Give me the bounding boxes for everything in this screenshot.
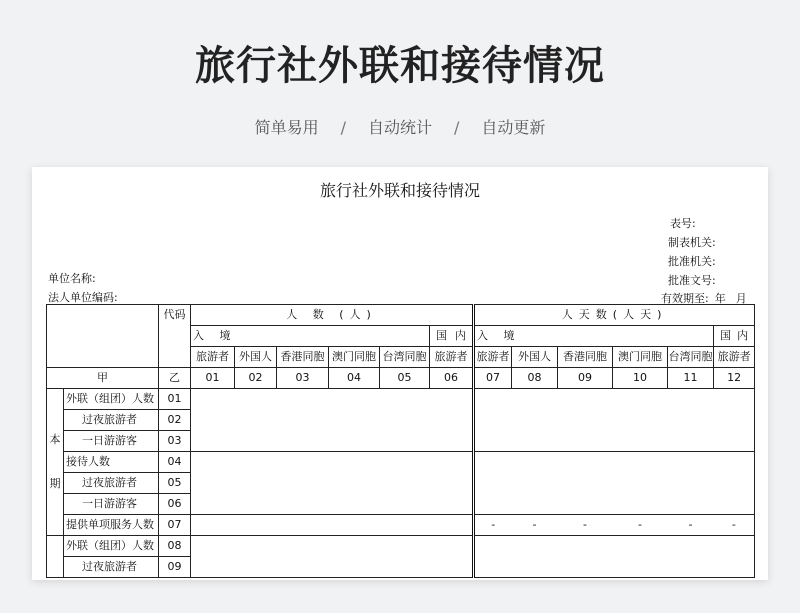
col-code: 02 <box>235 368 277 389</box>
header-row-1 <box>47 305 755 326</box>
code-row <box>47 368 755 389</box>
sub-col-08: 外国人 <box>512 347 558 368</box>
row-code: 02 <box>159 410 191 431</box>
sub-col-04: 澳门同胞 <box>329 347 380 368</box>
code-row-jia: 甲 <box>47 368 159 389</box>
meta-unit-name: 单位名称: <box>48 272 96 285</box>
header-entry-persons: 入 境 <box>191 326 430 347</box>
page-hero-title: 旅行社外联和接待情况 <box>195 43 605 89</box>
header-corner <box>47 305 159 368</box>
sub-col-09: 香港同胞 <box>558 347 613 368</box>
row-code: 06 <box>159 494 191 515</box>
header-persons: 人 数 (人) <box>191 305 474 326</box>
col-code: 09 <box>558 368 613 389</box>
data-block-persons[interactable] <box>191 452 474 515</box>
meta-form-number: 表号: <box>670 217 696 230</box>
col-code: 05 <box>380 368 430 389</box>
col-code: 01 <box>191 368 235 389</box>
validity-month: 月 <box>735 292 747 305</box>
col-code: 04 <box>329 368 380 389</box>
row-label: 一日游游客 <box>64 431 159 452</box>
header-domestic-persons: 国 内 <box>430 326 474 347</box>
row-code: 07 <box>159 515 191 536</box>
col-code: 08 <box>512 368 558 389</box>
row-code: 05 <box>159 473 191 494</box>
data-block-days[interactable] <box>474 389 755 452</box>
col-code: 10 <box>613 368 668 389</box>
data-block-persons[interactable] <box>191 389 474 452</box>
form-sheet <box>32 167 768 580</box>
data-block-persons[interactable] <box>191 515 474 536</box>
row-code: 03 <box>159 431 191 452</box>
table-row <box>47 536 755 557</box>
sub-col-11: 台湾同胞 <box>668 347 714 368</box>
header-code: 代码 <box>159 305 191 368</box>
col-code: 11 <box>668 368 714 389</box>
dash-cell: - <box>668 515 714 536</box>
validity-label: 有效期至: <box>661 292 709 305</box>
row-label: 过夜旅游者 <box>64 557 159 578</box>
sub-col-06: 旅游者 <box>430 347 474 368</box>
table-row <box>47 389 755 410</box>
col-code: 07 <box>474 368 512 389</box>
sub-col-02: 外国人 <box>235 347 277 368</box>
data-block-days[interactable] <box>474 536 755 578</box>
document-title: 旅行社外联和接待情况 <box>319 181 480 200</box>
table-row <box>47 515 755 536</box>
header-domestic-days: 国 内 <box>714 326 755 347</box>
sub-col-03: 香港同胞 <box>277 347 329 368</box>
report-table <box>46 304 755 578</box>
tag-separator: / <box>340 118 346 137</box>
tag-auto-stat: 自动统计 <box>367 118 432 137</box>
header-entry-days: 入 境 <box>474 326 714 347</box>
hero-tagline <box>0 115 800 138</box>
data-block-persons[interactable] <box>191 536 474 578</box>
sub-col-12: 旅游者 <box>714 347 755 368</box>
period-label: 本 期 <box>47 389 64 536</box>
table-row <box>47 452 755 473</box>
tag-separator: / <box>454 118 460 137</box>
row-code: 09 <box>159 557 191 578</box>
row-code: 04 <box>159 452 191 473</box>
meta-legal-code: 法人单位编码: <box>48 291 118 304</box>
row-label: 提供单项服务人数 <box>64 515 159 536</box>
row-label: 接待人数 <box>64 452 159 473</box>
header-person-days: 人天数(人天) <box>474 305 755 326</box>
row-label: 过夜旅游者 <box>64 410 159 431</box>
row-label: 过夜旅游者 <box>64 473 159 494</box>
row-label: 外联（组团）人数 <box>64 536 159 557</box>
code-row-yi: 乙 <box>159 368 191 389</box>
tag-easy: 简单易用 <box>254 118 319 137</box>
meta-approving-authority: 批准机关: <box>668 255 716 268</box>
tag-auto-update: 自动更新 <box>481 118 546 137</box>
period-label-next <box>47 536 64 578</box>
sub-col-05: 台湾同胞 <box>380 347 430 368</box>
col-code: 12 <box>714 368 755 389</box>
dash-cell: - <box>613 515 668 536</box>
row-label: 外联（组团）人数 <box>64 389 159 410</box>
dash-cell: - <box>512 515 558 536</box>
col-code: 03 <box>277 368 329 389</box>
row-code: 08 <box>159 536 191 557</box>
dash-cell: - <box>558 515 613 536</box>
row-code: 01 <box>159 389 191 410</box>
col-code: 06 <box>430 368 474 389</box>
sub-col-10: 澳门同胞 <box>613 347 668 368</box>
sub-col-01: 旅游者 <box>191 347 235 368</box>
row-label: 一日游游客 <box>64 494 159 515</box>
sub-col-07: 旅游者 <box>474 347 512 368</box>
dash-cell: - <box>474 515 512 536</box>
dash-cell: - <box>714 515 755 536</box>
meta-issuing-authority: 制表机关: <box>668 236 716 249</box>
validity-year: 年 <box>714 292 726 305</box>
meta-approval-number: 批准文号: <box>668 274 716 287</box>
data-block-days[interactable] <box>474 452 755 515</box>
